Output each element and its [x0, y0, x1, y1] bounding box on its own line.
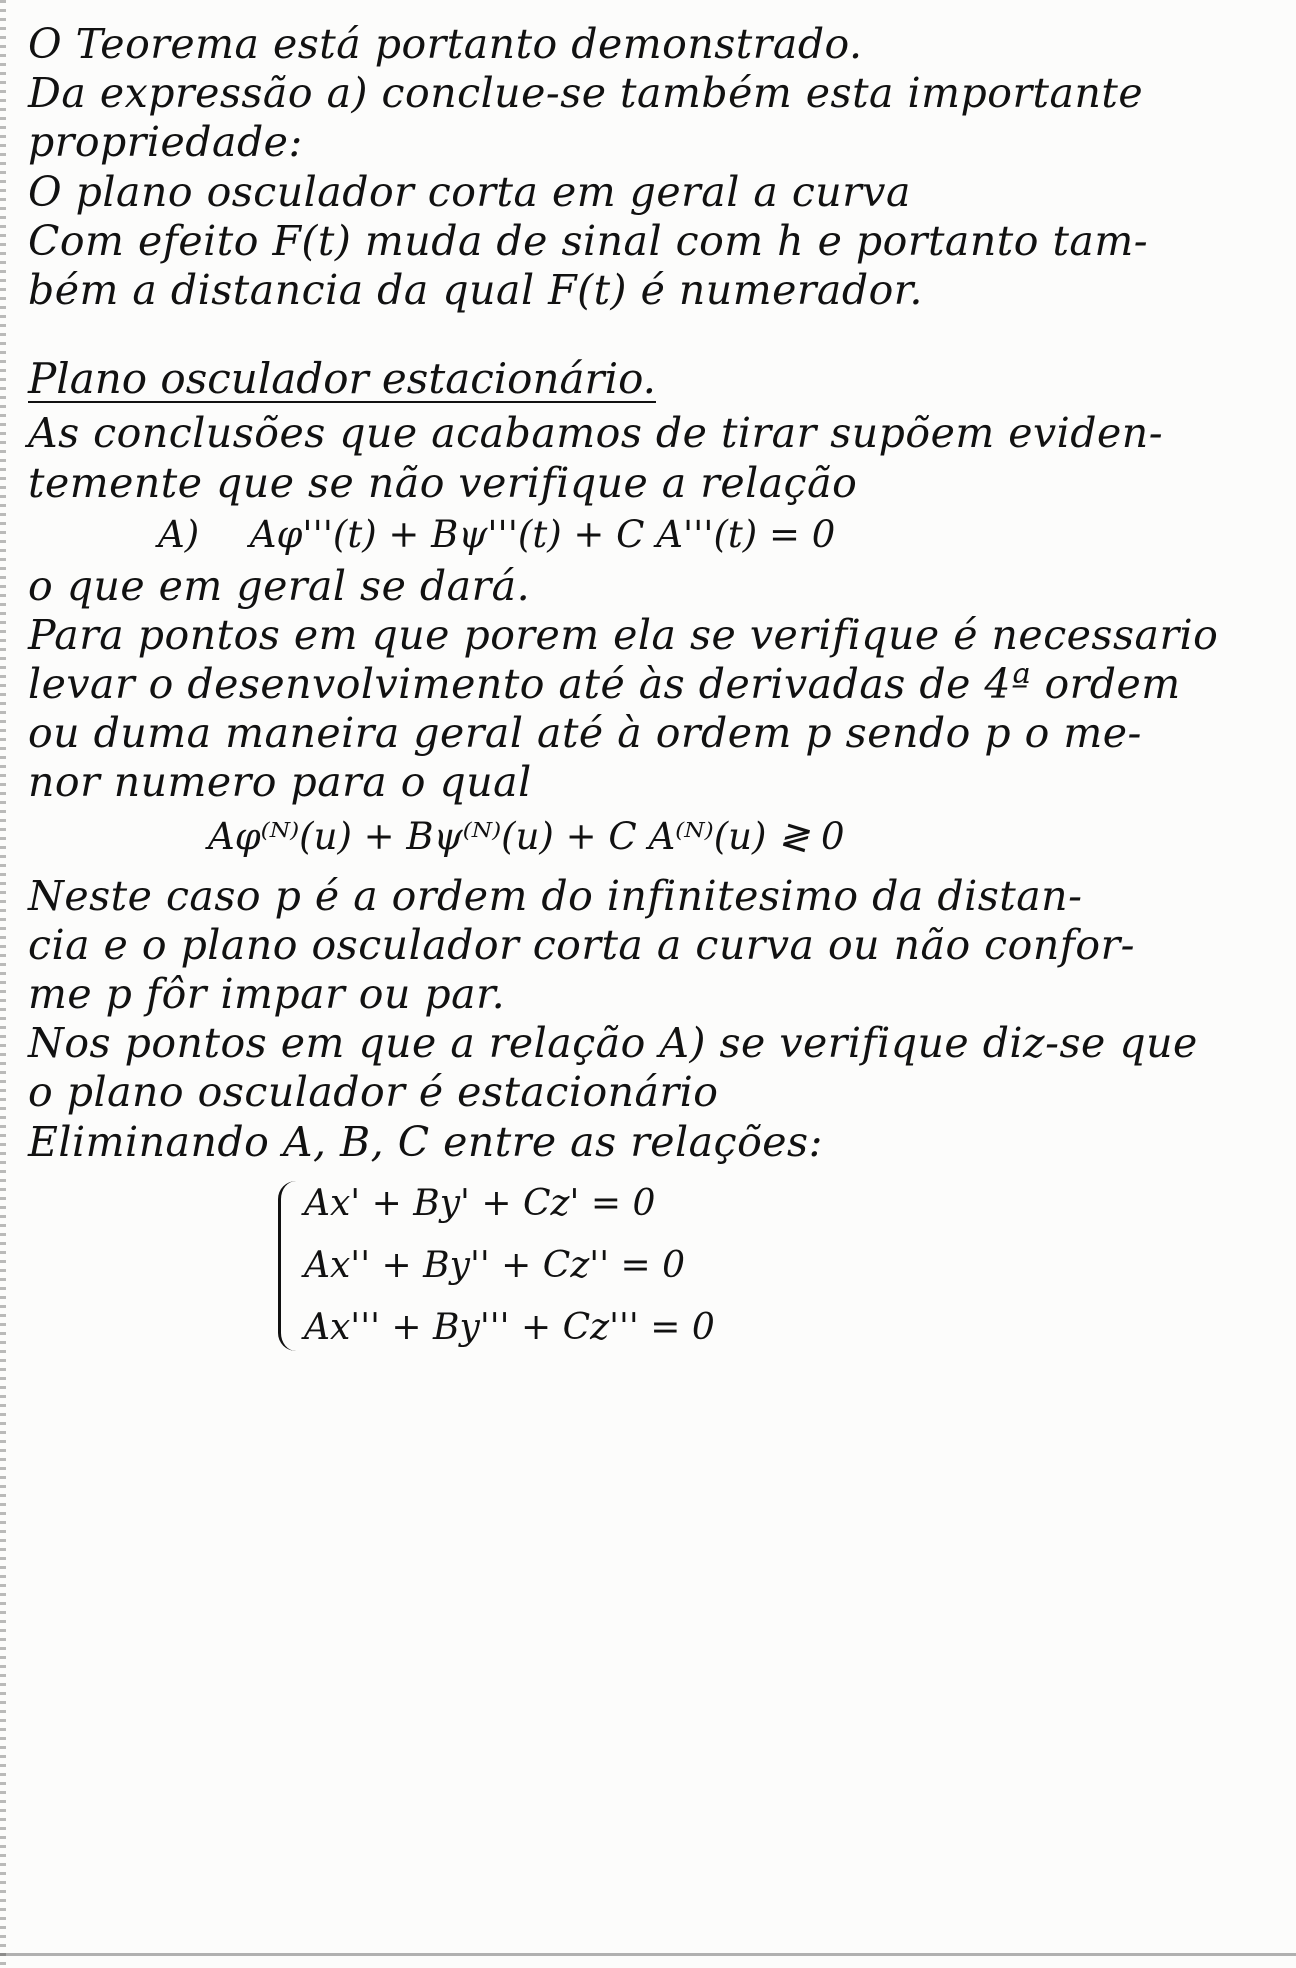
paragraph-stationary	[28, 872, 1256, 1167]
relation-a-label: A)	[158, 512, 200, 556]
paragraph-conclusions	[28, 409, 1256, 507]
text-line: Com efeito F(t) muda de sinal com h e portanto tam-	[28, 216, 1149, 265]
system-equation: Ax'' + By'' + Cz'' = 0	[304, 1244, 686, 1286]
text-line: levar o desenvolvimento até às derivadas de 4ª ordem	[28, 660, 1181, 709]
paragraph-theorem	[28, 20, 1256, 315]
text-line: o plano osculador é estacionário	[28, 1068, 719, 1117]
text-line: temente que se não verifique a relação	[28, 458, 858, 507]
relation-a	[28, 510, 1256, 560]
text-line: ou duma maneira geral até à ordem p sendo p o me-	[28, 709, 1142, 758]
paragraph-order	[28, 562, 1256, 808]
section-title: Plano osculador estacionário.	[28, 354, 656, 404]
text-line: propriedade:	[28, 118, 303, 167]
left-brace-icon	[278, 1181, 297, 1351]
page-bottom-edge	[0, 1953, 1296, 1956]
relation-a-formula: Aφ'''(t) + Bψ'''(t) + C A'''(t) = 0	[249, 512, 836, 556]
equation-system	[278, 1177, 1256, 1355]
text-line: cia e o plano osculador corta a curva ou não confor-	[28, 920, 1136, 969]
text-line: Eliminando A, B, C entre as relações:	[28, 1117, 823, 1166]
section-heading-wrap	[28, 355, 1256, 403]
text-line: me p fôr impar ou par.	[28, 969, 506, 1018]
text-line: Da expressão a) conclue-se também esta importante	[28, 69, 1144, 118]
text-line: bém a distancia da qual F(t) é numerador.	[28, 265, 923, 314]
text-line: o que em geral se dará.	[28, 561, 531, 610]
text-line: Neste caso p é a ordem do infinitesimo da distan-	[28, 871, 1083, 920]
text-line: nor numero para o qual	[28, 758, 532, 807]
text-line: O Teorema está portanto demonstrado.	[28, 20, 863, 68]
text-line: Nos pontos em que a relação A) se verifique diz-se que	[28, 1019, 1198, 1068]
relation-b: Aφ⁽ᴺ⁾(u) + Bψ⁽ᴺ⁾(u) + C A⁽ᴺ⁾(u) ≷ 0	[208, 814, 845, 858]
system-equation: Ax' + By' + Cz' = 0	[304, 1182, 656, 1224]
text-line: As conclusões que acabamos de tirar supõem eviden-	[28, 409, 1164, 458]
system-equation: Ax''' + By''' + Cz''' = 0	[304, 1306, 715, 1348]
text-line: O plano osculador corta em geral a curva	[28, 167, 911, 216]
text-line: Para pontos em que porem ela se verifique é necessario	[28, 610, 1219, 659]
